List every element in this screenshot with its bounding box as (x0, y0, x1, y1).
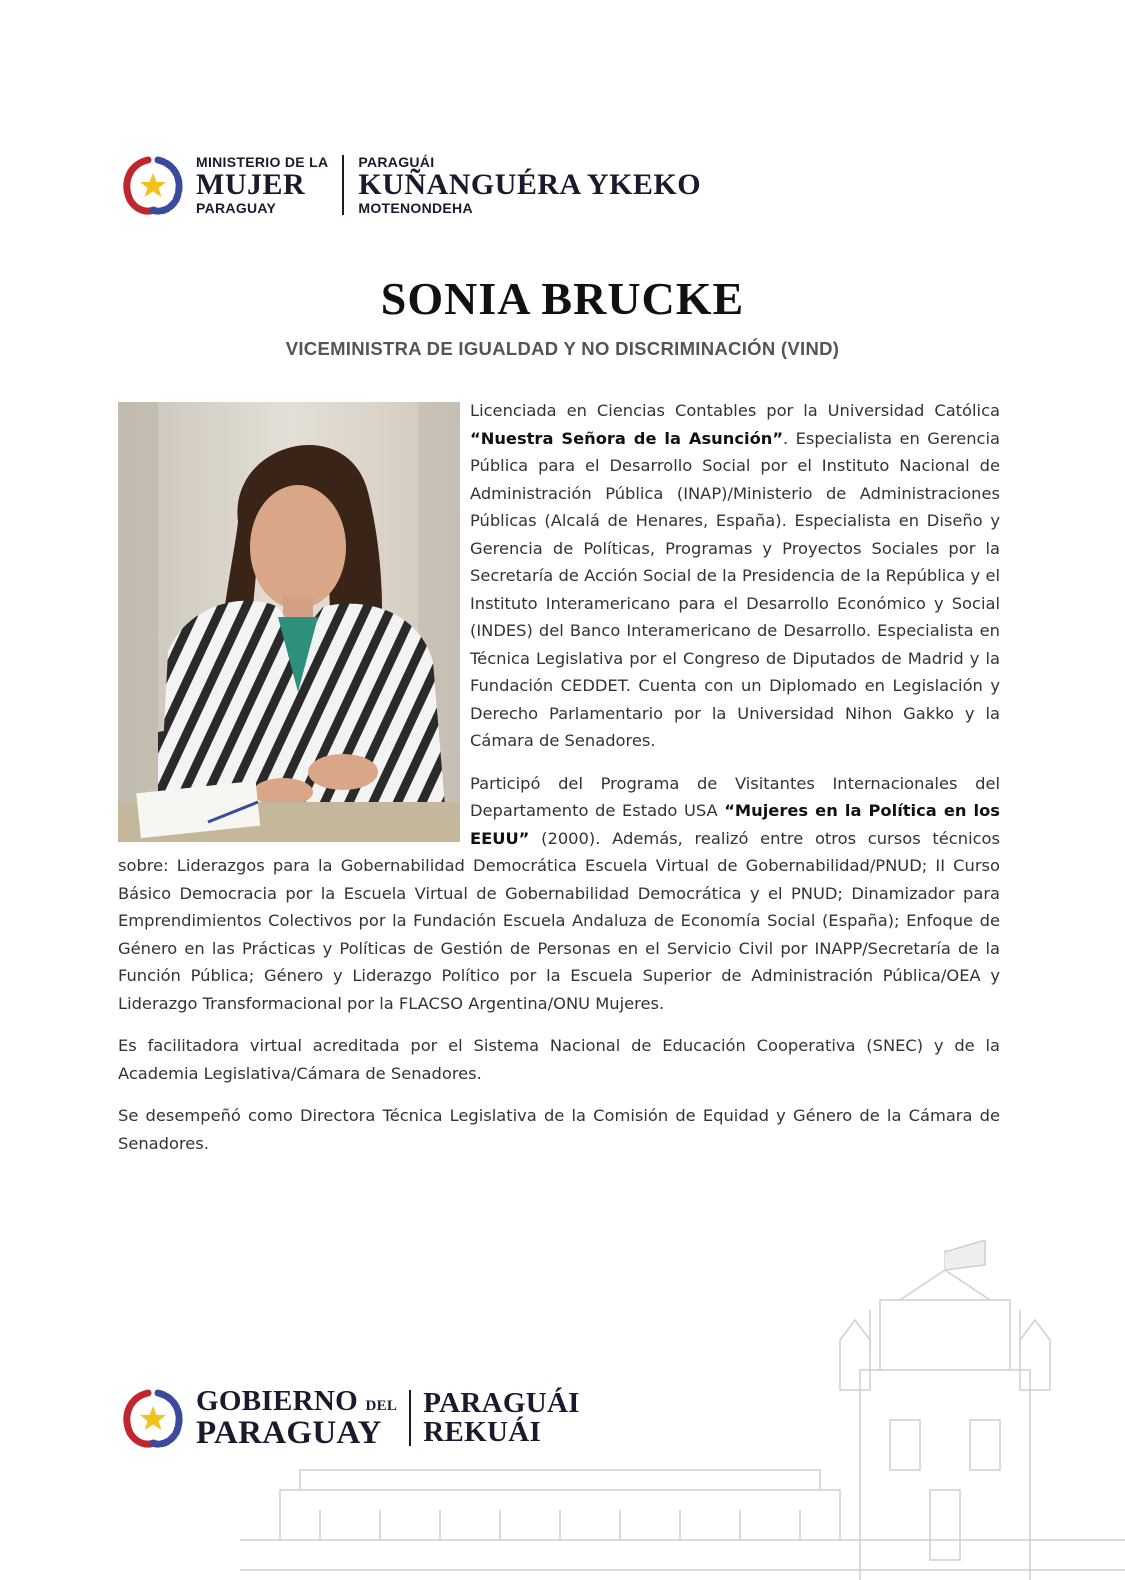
bio-paragraph-1: Licenciada en Ciencias Contables por la Universidad Católica “Nuestra Señora de la Asunción”. Especialista en Gerencia Pública para el Desarrollo Social por el Instituto Nacional de Administración Pública (INAP)/Ministerio de Administraciones Públicas (Alcalá de Henares, España). Especialista en Diseño y Gerencia de Políticas, Programas y Proyectos Sociales por la Secretaría de Acción Social de la Presidencia de la República y el Instituto Interamericano para el Desarrollo Económico y Social (INDES) del Banco Interamericano de Desarrollo. Especialista en Técnica Legislativa por el Congreso de Diputados de Madrid y la Fundación CEDDET. Cuenta con un Diplomado en Legislación y Derecho Parlamentario por la Universidad Nihon Gakko y la Cámara de Senadores. (470, 401, 1000, 750)
bio-paragraph-3: Es facilitadora virtual acreditada por el Sistema Nacional de Educación Cooperativa (SNEC) y de la Academia Legislativa/Cámara de Senadores. (118, 1036, 1000, 1083)
paraguay-seal-icon (118, 1383, 188, 1453)
footer-divider (409, 1390, 411, 1446)
photo-spacer (118, 397, 470, 851)
del-label: DEL (365, 1397, 398, 1414)
paraguai-label: PARAGUÁI (358, 154, 435, 170)
bio-university-name: “Nuestra Señora de la Asunción” (470, 428, 784, 448)
motenondeha-label: MOTENONDEHA (358, 200, 473, 216)
bio-paragraph-4: Se desempeñó como Directora Técnica Legislativa de la Comisión de Equidad y Género de la Cámara de Senadores. (118, 1106, 1000, 1153)
gobierno-label: GOBIERNO DEL (196, 1384, 398, 1417)
bio-paragraph-2: Participó del Programa de Visitantes Internacionales del Departamento de Estado USA “Mujeres en la Política en los EEUU” (2000). Además, realizó entre otros cursos técnicos sobre: Liderazgos para la Gobernabilidad Democrática Escuela Virtual de Gobernabilidad/PNUD; II Curso Básico Democracia por la Escuela Virtual de Gobernabilidad Democrática y el PNUD; Dinamizador para Emprendimientos Colectivos por la Fundación Escuela Andaluza de Economía Social (España); Enfoque de Género en las Prácticas y Políticas de Gestión de Personas en el Servicio Civil por INAPP/Secretaría de la Función Pública; Género y Liderazgo Político por la Escuela Superior de Administración Pública/OEA y Liderazgo Transformacional por la FLACSO Argentina/ONU Mujeres. (118, 773, 1000, 1013)
person-name: SONIA BRUCKE (380, 273, 745, 324)
paraguay-footer-label: PARAGUAY (196, 1414, 382, 1451)
rekuai-label: REKUÁI (423, 1416, 542, 1448)
mujer-label: MUJER (196, 168, 306, 201)
bio-program-name: “Mujeres en la Política en los EEUU” (470, 801, 1000, 848)
person-role: VICEMINISTRA DE IGUALDAD Y NO DISCRIMINACIÓN (VIND) (285, 338, 840, 359)
gobierno-logo (118, 1384, 580, 1452)
paraguay-seal-icon (118, 150, 188, 220)
kunanguera-label: KUÑANGUÉRA YKEKO (358, 168, 702, 201)
paraguai-footer-label: PARAGUÁI (423, 1387, 580, 1419)
logo-divider (342, 155, 344, 215)
ministerio-label: MINISTERIO DE LA (196, 154, 329, 170)
paraguay-label: PARAGUAY (196, 200, 277, 216)
ministerio-logo (118, 150, 701, 220)
biography (118, 397, 1000, 1172)
